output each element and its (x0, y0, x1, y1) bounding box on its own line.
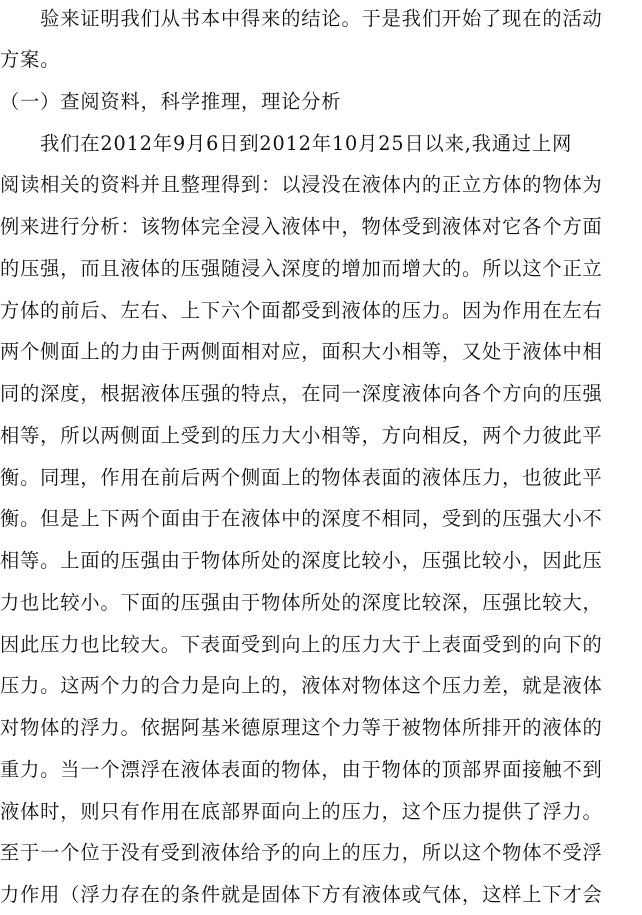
section-heading: （一）查阅资料，科学推理，理论分析 (0, 90, 342, 113)
text-line: 方体的前后、左右、上下六个面都受到液体的压力。因为作用在左右 (0, 299, 603, 322)
text-line: 阅读相关的资料并且整理得到：以浸没在液体内的正立方体的物体为 (0, 173, 603, 196)
text-line: 衡。同理，作用在前后两个侧面上的物体表面的液体压力，也彼此平 (0, 466, 603, 489)
text-line: 衡。但是上下两个面由于在液体中的深度不相同，受到的压强大小不 (0, 507, 603, 530)
text-line: 力也比较小。下面的压强由于物体所处的深度比较深，压强比较大， (0, 591, 603, 614)
text-line: 因此压力也比较大。下表面受到向上的压力大于上表面受到的向下的 (0, 633, 603, 656)
text-line: 的压强，而且液体的压强随浸入深度的增加而增大的。所以这个正立 (0, 257, 603, 280)
text-line: 压力。这两个力的合力是向上的，液体对物体这个压力差，就是液体 (0, 674, 603, 697)
text-line: 两个侧面上的力由于两侧面相对应，面积大小相等，又处于液体中相 (0, 340, 603, 363)
text-line: 例来进行分析：该物体完全浸入液体中，物体受到液体对它各个方面 (0, 215, 603, 238)
text-line: 重力。当一个漂浮在液体表面的物体，由于物体的顶部界面接触不到 (0, 758, 603, 781)
text-line: 力作用（浮力存在的条件就是固体下方有液体或气体，这样上下才会 (0, 883, 603, 906)
text-line: 对物体的浮力。依据阿基米德原理这个力等于被物体所排开的液体的 (0, 716, 603, 739)
text-line: 方案。 (0, 48, 61, 71)
text-line: 至于一个位于没有受到液体给予的向上的压力，所以这个物体不受浮 (0, 841, 603, 864)
text-line: 液体时，则只有作用在底部界面向上的压力，这个压力提供了浮力。 (0, 800, 603, 823)
text-line: 验来证明我们从书本中得来的结论。于是我们开始了现在的活动 (0, 7, 603, 30)
text-line: 我们在2012年9月6日到2012年10月25日以来,我通过上网 (0, 132, 573, 155)
text-line: 同的深度，根据液体压强的特点，在同一深度液体向各个方向的压强 (0, 382, 603, 405)
text-line: 相等。上面的压强由于物体所处的深度比较小，压强比较小，因此压 (0, 549, 603, 572)
text-line: 相等，所以两侧面上受到的压力大小相等，方向相反，两个力彼此平 (0, 424, 603, 447)
